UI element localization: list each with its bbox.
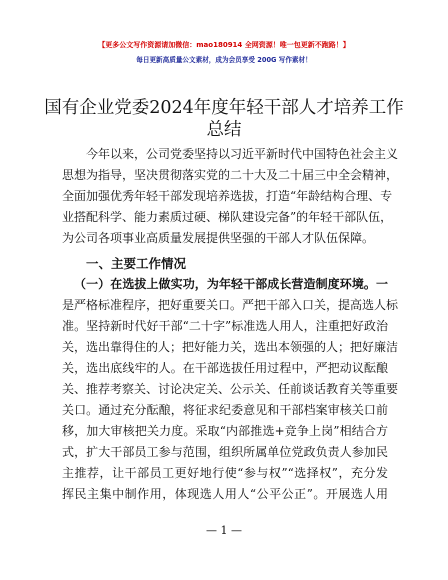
body-line: 关口。通过充分酝酿，将征求纪委意见和干部档案审核关口前 — [62, 403, 388, 417]
body-line: 关，选出靠得住的人；把好能力关，选出本领强的人；把好廉洁 — [62, 340, 399, 354]
document-title: 国有企业党委2024年度年轻干部人才培养工作 — [44, 98, 404, 118]
body-line: 关、推荐考察关、讨论决定关、公示关、任前谈话教育关等重要 — [62, 382, 399, 396]
body-line: 式，扩大干部员工参与范围，组织所属单位党政负责人参加民 — [62, 445, 388, 459]
body-line: 关，选出底线牢的人。在干部选拔任用过程中，严把动议酝酿 — [62, 361, 388, 375]
intro-line: 思想为指导，坚决贯彻落实党的二十大及二十届三中全会精神， — [62, 168, 399, 182]
body-line: 是严格标准程序，把好重要关口。严把干部入口关，提高选人标 — [62, 298, 399, 312]
body-line: 准。坚持新时代好干部“二十字”标准选人用人，注重把好政治 — [62, 319, 388, 333]
body-line: 主推荐，让干部员工更好地行使“参与权”“选择权”，充分发 — [62, 466, 388, 480]
intro-line: 为公司各项事业高质量发展提供坚强的干部人才队伍保障。 — [62, 231, 375, 245]
section-heading: 一、主要工作情况 — [86, 256, 187, 271]
promo-line-2: 每日更新高质量公文素材，成为会员享受 200G 写作素材！ — [136, 56, 312, 64]
body-line: 挥民主集中制作用，体现选人用人“公平公正”。开展选人用 — [62, 487, 388, 501]
body-line: 移，加大审核把关力度。采取“内部推选+竞争上岗”相结合方 — [62, 424, 388, 438]
document-title-continued: 总结 — [206, 120, 242, 140]
promo-line-1: 【更多公文写作资源请加微信：mao180914 全网资源！唯一包更新不跑路！】 — [98, 41, 350, 49]
intro-line: 全面加强优秀年轻干部发现培养选拔，打造“年龄结构合理、专 — [62, 189, 393, 203]
intro-line: 业搭配科学、能力素质过硬、梯队建设完备”的年轻干部队伍， — [62, 210, 393, 224]
page-number: — 1 — — [206, 524, 242, 537]
subsection-heading: （一）在选拔上做实功，为年轻干部成长营造制度环境。一 — [74, 277, 388, 291]
intro-line: 今年以来，公司党委坚持以习近平新时代中国特色社会主义 — [86, 147, 399, 161]
